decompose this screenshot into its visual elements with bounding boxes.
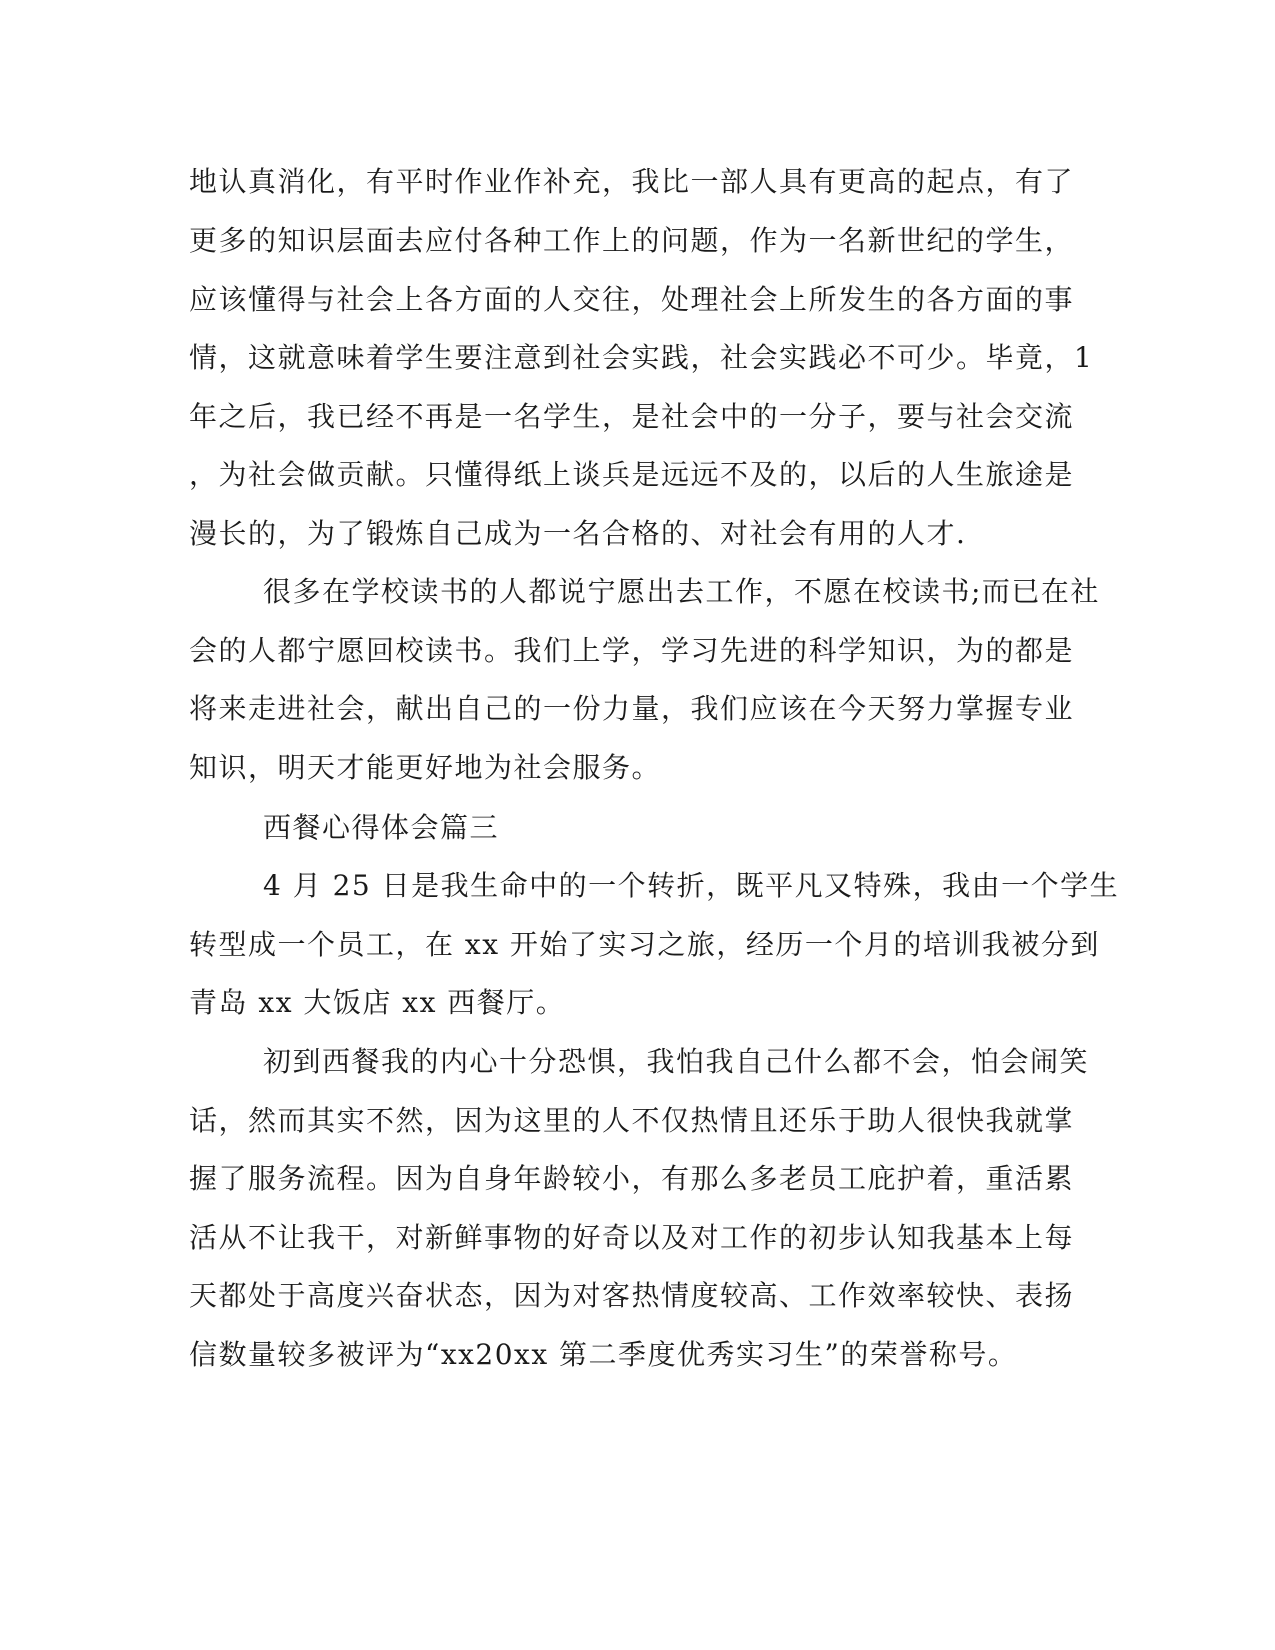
- paragraph-3-line-1: 4 月 25 日是我生命中的一个转折，既平凡又特殊，我由一个学生: [263, 869, 1120, 902]
- paragraph-1-line-7: 漫长的，为了锻炼自己成为一名合格的、对社会有用的人才.: [189, 517, 967, 550]
- paragraph-4-line-2: 话，然而其实不然，因为这里的人不仅热情且还乐于助人很快我就掌: [189, 1104, 1075, 1137]
- paragraph-4-line-5: 天都处于高度兴奋状态，因为对客热情度较高、工作效率较快、表扬: [189, 1279, 1075, 1312]
- paragraph-2-line-4: 知识，明天才能更好地为社会服务。: [189, 751, 662, 784]
- paragraph-1-line-4: 情，这就意味着学生要注意到社会实践，社会实践必不可少。毕竟，1: [189, 341, 1094, 374]
- section-heading: 西餐心得体会篇三: [263, 811, 500, 844]
- paragraph-1-line-3: 应该懂得与社会上各方面的人交往，处理社会上所发生的各方面的事: [189, 283, 1075, 316]
- paragraph-1-line-2: 更多的知识层面去应付各种工作上的问题，作为一名新世纪的学生，: [189, 224, 1075, 257]
- paragraph-4-line-3: 握了服务流程。因为自身年龄较小，有那么多老员工庇护着，重活累: [189, 1162, 1075, 1195]
- paragraph-1-line-6: ，为社会做贡献。只懂得纸上谈兵是远远不及的，以后的人生旅途是: [189, 458, 1075, 491]
- paragraph-4-line-1: 初到西餐我的内心十分恐惧，我怕我自己什么都不会，怕会闹笑: [263, 1045, 1090, 1078]
- paragraph-1-line-1: 地认真消化，有平时作业作补充，我比一部人具有更高的起点，有了: [189, 165, 1075, 198]
- paragraph-2-line-1: 很多在学校读书的人都说宁愿出去工作，不愿在校读书;而已在社: [263, 575, 1100, 608]
- paragraph-1-line-5: 年之后，我已经不再是一名学生，是社会中的一分子，要与社会交流: [189, 400, 1075, 433]
- paragraph-3-line-3: 青岛 xx 大饭店 xx 西餐厅。: [189, 986, 566, 1019]
- paragraph-3-line-2: 转型成一个员工，在 xx 开始了实习之旅，经历一个月的培训我被分到: [189, 928, 1100, 961]
- paragraph-4-line-4: 活从不让我干，对新鲜事物的好奇以及对工作的初步认知我基本上每: [189, 1221, 1075, 1254]
- paragraph-4-line-6: 信数量较多被评为“xx20xx 第二季度优秀实习生”的荣誉称号。: [189, 1338, 1018, 1371]
- paragraph-2-line-3: 将来走进社会，献出自己的一份力量，我们应该在今天努力掌握专业: [189, 692, 1075, 725]
- paragraph-2-line-2: 会的人都宁愿回校读书。我们上学，学习先进的科学知识，为的都是: [189, 634, 1075, 667]
